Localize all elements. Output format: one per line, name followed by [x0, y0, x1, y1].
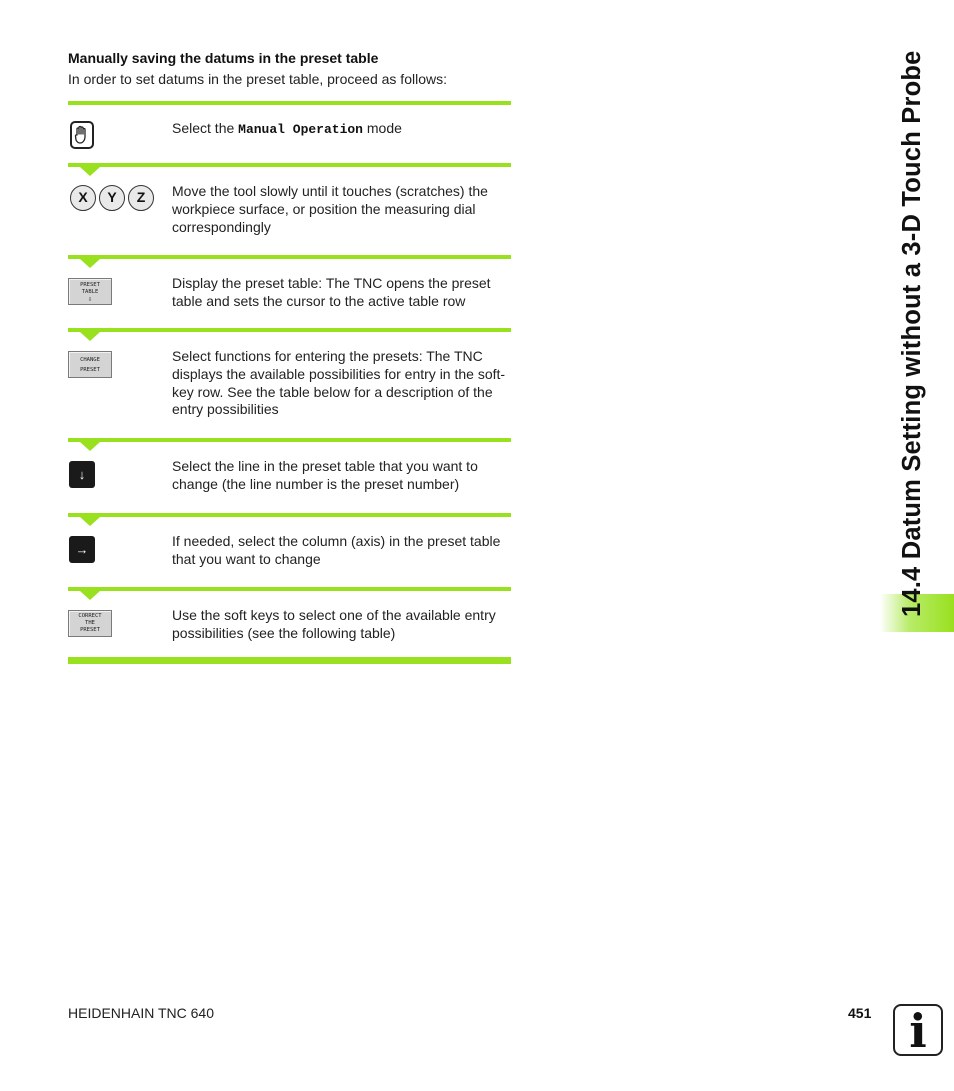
step-text: [172, 105, 511, 139]
step-divider: [68, 513, 511, 517]
info-icon: i: [893, 1004, 943, 1056]
step-row: [68, 451, 511, 513]
step-arrow-icon: [80, 591, 100, 600]
step-arrow-icon: [80, 332, 100, 341]
step-divider: [68, 587, 511, 591]
step-text-suffix: mode: [362, 120, 402, 136]
step-arrow-icon: [80, 517, 100, 526]
step-row: [68, 268, 511, 328]
manual-operation-key-icon: [70, 121, 94, 149]
chapter-side-title: 14.4 Datum Setting without a 3-D Touch Probe: [898, 50, 926, 617]
intro-text: In order to set datums in the preset table, proceed as follows:: [68, 71, 447, 87]
step-text-prefix: Select the: [172, 120, 239, 136]
preset-table-softkey-icon: PRESET TABLE ⇩: [68, 278, 112, 305]
step-row: [68, 341, 511, 438]
footer-product: HEIDENHAIN TNC 640: [68, 1005, 215, 1021]
step-row: [68, 176, 511, 255]
step-row: [68, 105, 511, 163]
section-heading: Manually saving the datums in the preset table: [68, 50, 379, 66]
step-divider: [68, 438, 511, 442]
step-text: Select the line in the preset table that you want to change (the line number is the preset number): [172, 458, 478, 492]
steps-end-bar: [68, 657, 511, 664]
step-divider: [68, 163, 511, 167]
page-number: 451: [848, 1005, 872, 1021]
correct-the-preset-softkey-icon: CORRECT THE PRESET: [68, 610, 112, 637]
step-divider: [68, 328, 511, 332]
x-axis-key-icon: X: [70, 185, 96, 211]
step-text: Use the soft keys to select one of the available entry possibilities (see the following table): [172, 607, 496, 641]
step-arrow-icon: [80, 259, 100, 268]
axis-keys: [70, 185, 157, 211]
step-text: Display the preset table: The TNC opens the preset table and sets the cursor to the active table row: [172, 275, 491, 309]
step-text: Select functions for entering the presets: The TNC displays the available possibilities for entry in the soft-key row. See the table below for a description of the entry possibilities: [172, 348, 506, 418]
arrow-right-key-icon: →: [69, 536, 95, 563]
z-axis-key-icon: Z: [128, 185, 154, 211]
step-arrow-icon: [80, 442, 100, 451]
arrow-down-key-icon: ↓: [69, 461, 95, 488]
mode-name: Manual Operation: [238, 122, 363, 137]
procedure-steps: [68, 101, 511, 664]
step-row: [68, 526, 511, 587]
softkey-arrow-icon: ⇩: [87, 295, 93, 303]
step-arrow-icon: [80, 167, 100, 176]
change-preset-softkey-icon: CHANGE PRESET: [68, 351, 112, 378]
y-axis-key-icon: Y: [99, 185, 125, 211]
step-row: [68, 600, 511, 657]
step-text: If needed, select the column (axis) in the preset table that you want to change: [172, 533, 501, 567]
step-divider: [68, 255, 511, 259]
step-text: Move the tool slowly until it touches (scratches) the workpiece surface, or position the measuring dial correspondingly: [172, 183, 488, 235]
